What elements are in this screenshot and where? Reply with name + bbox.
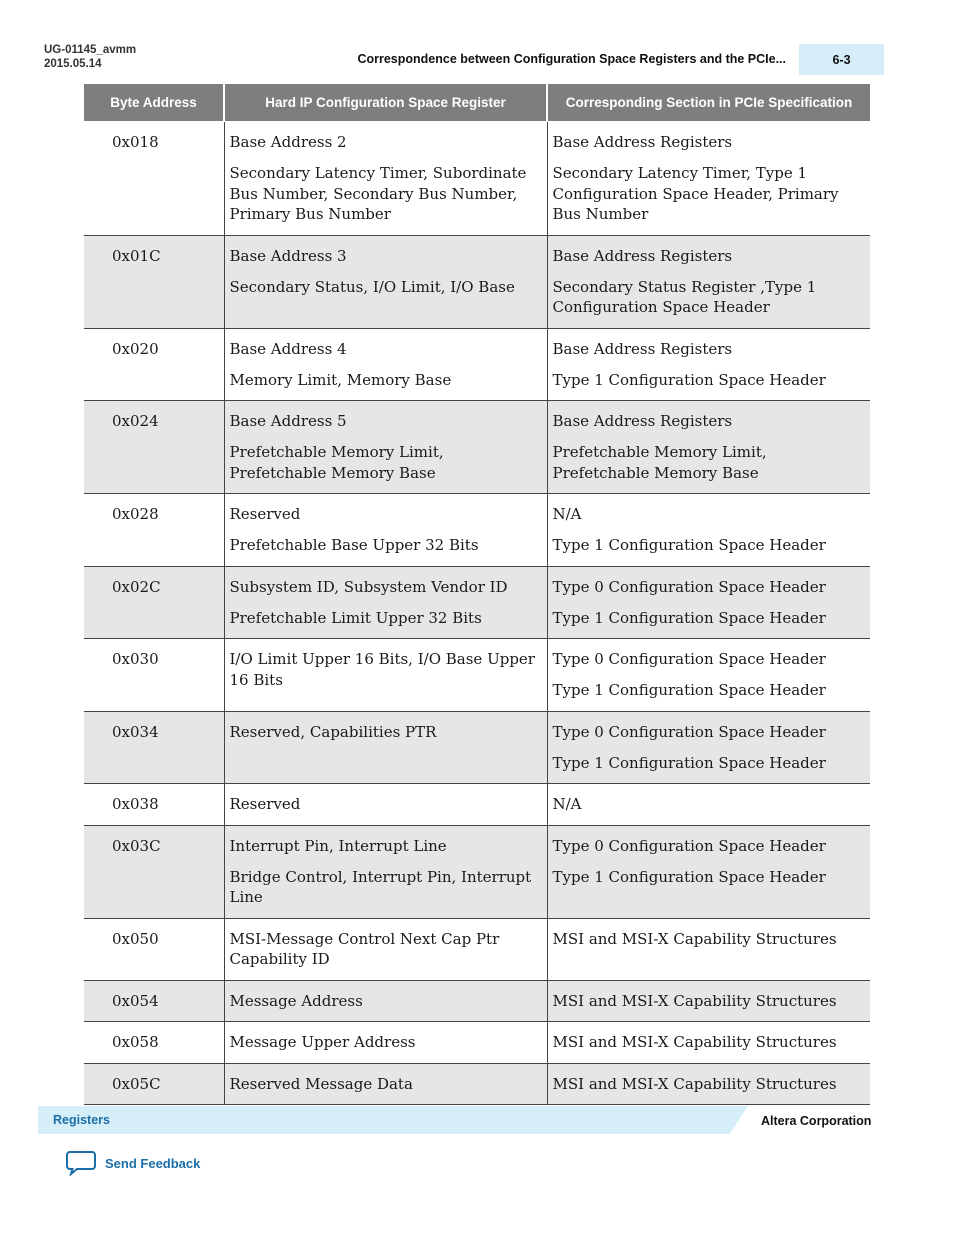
spec-section-line: Prefetchable Memory Limit, Prefetchable Memory Base <box>552 443 767 482</box>
table-row <box>84 711 870 784</box>
spec-section-line: Base Address Registers <box>552 339 733 358</box>
register-line: Bridge Control, Interrupt Pin, Interrupt Line <box>229 867 532 906</box>
register-line: Secondary Status, I/O Limit, I/O Base <box>229 277 515 296</box>
table-row <box>84 566 870 639</box>
register-line: Base Address 3 <box>229 246 347 265</box>
spec-section-cell <box>547 328 870 401</box>
footer-section-link[interactable]: Registers <box>53 1113 110 1127</box>
register-line: MSI-Message Control Next Cap Ptr Capability ID <box>229 929 500 968</box>
spec-section-line: MSI and MSI-X Capability Structures <box>552 1074 837 1093</box>
send-feedback-label: Send Feedback <box>105 1155 201 1171</box>
spec-section-line: Type 1 Configuration Space Header <box>552 608 826 627</box>
table-row <box>84 235 870 328</box>
spec-section-line: Secondary Status Register ,Type 1 Configuration Space Header <box>552 277 817 316</box>
register-line: Prefetchable Limit Upper 32 Bits <box>229 608 482 627</box>
column-header-register: Hard IP Configuration Space Register <box>224 84 547 122</box>
register-line: Reserved <box>229 795 301 813</box>
register-line: Interrupt Pin, Interrupt Line <box>229 836 447 855</box>
spec-section-line: MSI and MSI-X Capability Structures <box>552 991 837 1010</box>
register-cell <box>224 711 547 784</box>
spec-section-line: MSI and MSI-X Capability Structures <box>552 1033 837 1051</box>
byte-address-cell: 0x058 <box>84 1022 224 1064</box>
byte-address-cell: 0x028 <box>84 494 224 567</box>
spec-section-line: Type 0 Configuration Space Header <box>552 577 826 596</box>
register-cell <box>224 401 547 494</box>
spec-section-line: Type 1 Configuration Space Header <box>552 753 826 772</box>
byte-address-cell: 0x018 <box>84 122 224 236</box>
spec-section-cell <box>547 711 870 784</box>
table-row <box>84 328 870 401</box>
byte-address-cell: 0x03C <box>84 825 224 918</box>
byte-address-cell: 0x020 <box>84 328 224 401</box>
register-line: Memory Limit, Memory Base <box>229 370 452 389</box>
register-line: Message Address <box>229 991 363 1010</box>
byte-address-cell: 0x024 <box>84 401 224 494</box>
spec-section-line: N/A <box>552 505 582 523</box>
table-row <box>84 980 870 1022</box>
byte-address-cell: 0x02C <box>84 566 224 639</box>
table-header-row <box>84 84 870 122</box>
byte-address-cell: 0x034 <box>84 711 224 784</box>
doc-date: 2015.05.14 <box>44 58 102 70</box>
spec-section-cell <box>547 235 870 328</box>
table-row <box>84 401 870 494</box>
page-number: 6-3 <box>799 44 884 75</box>
register-line: Reserved Message Data <box>229 1074 413 1093</box>
register-cell <box>224 918 547 980</box>
spec-section-line: Base Address Registers <box>552 412 733 430</box>
spec-section-cell <box>547 1022 870 1064</box>
running-title: Correspondence between Configuration Space Registers and the PCIe... <box>357 52 786 66</box>
register-cell <box>224 494 547 567</box>
document-meta <box>44 43 136 71</box>
spec-section-line: Type 1 Configuration Space Header <box>552 681 826 699</box>
spec-section-line: MSI and MSI-X Capability Structures <box>552 929 837 948</box>
register-line: I/O Limit Upper 16 Bits, I/O Base Upper 16 Bits <box>229 650 535 689</box>
table-row <box>84 1063 870 1105</box>
spec-section-cell <box>547 918 870 980</box>
footer-company: Altera Corporation <box>761 1114 872 1128</box>
register-cell <box>224 328 547 401</box>
column-header-byte-address: Byte Address <box>84 84 224 122</box>
table-row <box>84 918 870 980</box>
byte-address-cell: 0x01C <box>84 235 224 328</box>
send-feedback-link[interactable] <box>66 1150 200 1176</box>
table-row <box>84 122 870 236</box>
doc-id: UG-01145_avmm <box>44 44 137 56</box>
spec-section-cell <box>547 122 870 236</box>
register-cell <box>224 825 547 918</box>
register-line: Prefetchable Base Upper 32 Bits <box>229 536 479 554</box>
register-line: Message Upper Address <box>229 1033 416 1051</box>
register-line: Base Address 4 <box>229 339 347 358</box>
spec-section-line: Type 0 Configuration Space Header <box>552 836 826 855</box>
table-body <box>84 122 870 1105</box>
table-row <box>84 1022 870 1064</box>
spec-section-line: Type 0 Configuration Space Header <box>552 650 826 668</box>
spec-section-line: Type 1 Configuration Space Header <box>552 370 826 389</box>
spec-section-line: Type 1 Configuration Space Header <box>552 867 826 886</box>
table-row <box>84 494 870 567</box>
spec-section-line: Base Address Registers <box>552 246 733 265</box>
register-cell <box>224 639 547 712</box>
spec-section-cell <box>547 784 870 826</box>
register-cell <box>224 566 547 639</box>
register-line: Reserved, Capabilities PTR <box>229 722 437 741</box>
spec-section-line: Type 0 Configuration Space Header <box>552 722 826 741</box>
spec-section-cell <box>547 566 870 639</box>
register-cell <box>224 1022 547 1064</box>
spec-section-line: N/A <box>552 795 582 813</box>
register-line: Base Address 5 <box>229 412 347 430</box>
footer-band <box>38 1106 748 1134</box>
register-line: Secondary Latency Timer, Subordinate Bus Number, Secondary Bus Number, Primary Bus Number <box>229 164 527 223</box>
register-cell <box>224 980 547 1022</box>
spec-section-cell <box>547 401 870 494</box>
byte-address-cell: 0x030 <box>84 639 224 712</box>
register-cell <box>224 1063 547 1105</box>
spec-section-cell <box>547 639 870 712</box>
register-line: Base Address 2 <box>229 133 347 151</box>
spec-section-line: Base Address Registers <box>552 133 733 151</box>
speech-bubble-icon <box>66 1150 96 1176</box>
spec-section-line: Type 1 Configuration Space Header <box>552 536 826 554</box>
table-row <box>84 639 870 712</box>
byte-address-cell: 0x050 <box>84 918 224 980</box>
spec-section-cell <box>547 1063 870 1105</box>
byte-address-cell: 0x038 <box>84 784 224 826</box>
register-cell <box>224 235 547 328</box>
table-row <box>84 784 870 826</box>
register-line: Reserved <box>229 505 301 523</box>
register-cell <box>224 784 547 826</box>
spec-section-cell <box>547 825 870 918</box>
register-cell <box>224 122 547 236</box>
byte-address-cell: 0x054 <box>84 980 224 1022</box>
register-line: Prefetchable Memory Limit, Prefetchable Memory Base <box>229 443 444 482</box>
byte-address-cell: 0x05C <box>84 1063 224 1105</box>
register-line: Subsystem ID, Subsystem Vendor ID <box>229 577 508 596</box>
table-row <box>84 825 870 918</box>
column-header-spec-section: Corresponding Section in PCIe Specification <box>547 84 870 122</box>
spec-section-line: Secondary Latency Timer, Type 1 Configuration Space Header, Primary Bus Number <box>552 164 839 223</box>
spec-section-cell <box>547 980 870 1022</box>
spec-section-cell <box>547 494 870 567</box>
register-table <box>84 84 870 1105</box>
